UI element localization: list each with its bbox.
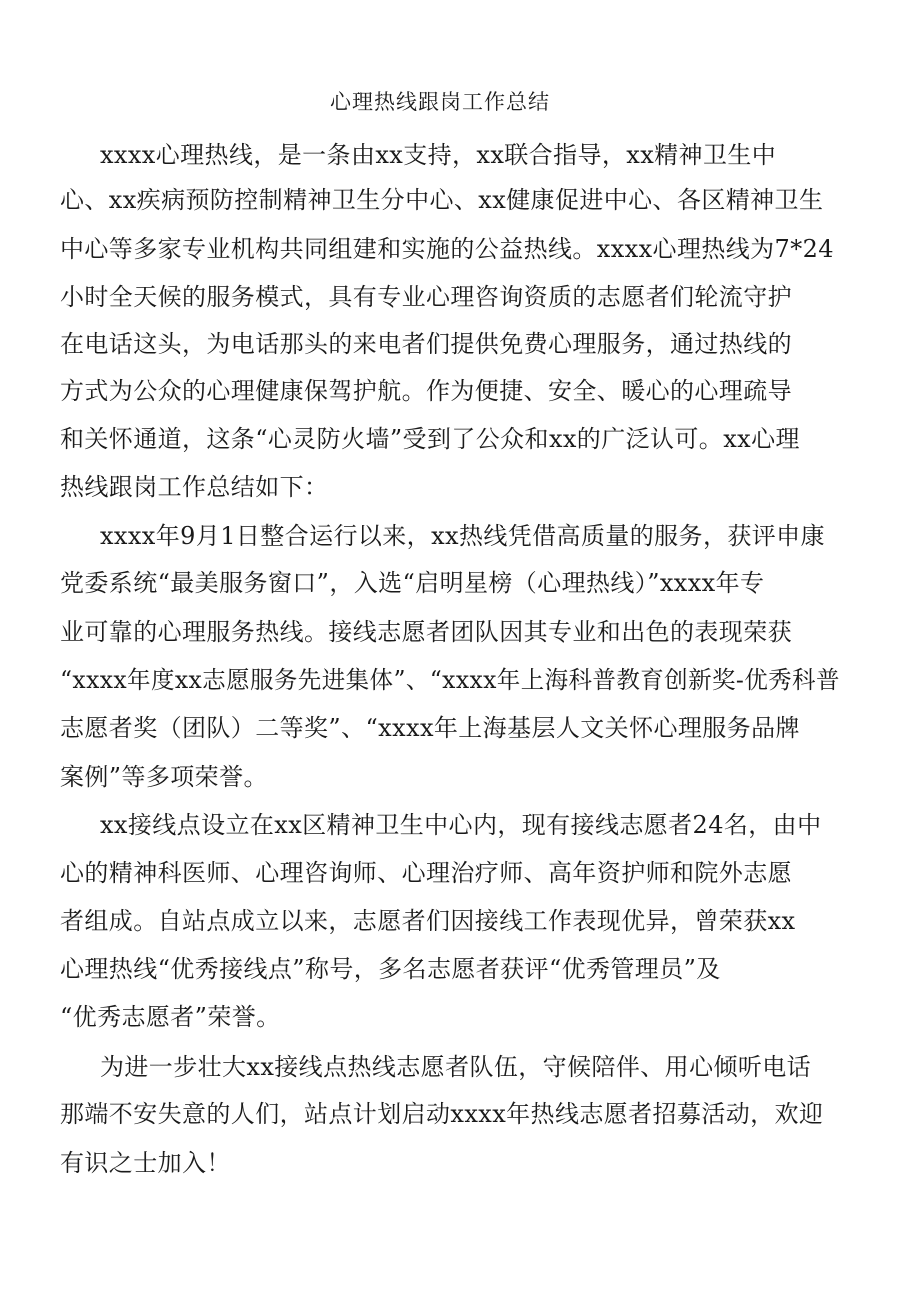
paragraph-3-line-1: xx接线点设立在xx区精神卫生中心内，现有接线志愿者24名，由中 bbox=[100, 811, 822, 839]
paragraph-4-line-2: 那端不安失意的人们，站点计划启动xxxx年热线志愿者招募活动，欢迎 bbox=[60, 1100, 824, 1128]
paragraph-1-line-5: 在电话这头，为电话那头的来电者们提供免费心理服务，通过热线的 bbox=[60, 330, 792, 358]
paragraph-1-line-7: 和关怀通道，这条“心灵防火墙”受到了公众和xx的广泛认可。xx心理 bbox=[60, 425, 800, 453]
paragraph-1-line-6: 方式为公众的心理健康保驾护航。作为便捷、安全、暖心的心理疏导 bbox=[60, 377, 792, 405]
paragraph-1-line-3: 中心等多家专业机构共同组建和实施的公益热线。xxxx心理热线为7*24 bbox=[60, 235, 834, 263]
paragraph-1-line-1: xxxx心理热线，是一条由xx支持，xx联合指导，xx精神卫生中 bbox=[100, 141, 777, 169]
paragraph-4-line-3: 有识之士加入！ bbox=[60, 1149, 231, 1177]
paragraph-2-line-2: 党委系统“最美服务窗口”，入选“启明星榜（心理热线）”xxxx年专 bbox=[60, 569, 765, 597]
paragraph-2-line-3: 业可靠的心理服务热线。接线志愿者团队因其专业和出色的表现荣获 bbox=[60, 618, 792, 646]
paragraph-4-line-1: 为进一步壮大xx接线点热线志愿者队伍，守候陪伴、用心倾听电话 bbox=[100, 1053, 812, 1081]
paragraph-1-line-4: 小时全天候的服务模式，具有专业心理咨询资质的志愿者们轮流守护 bbox=[60, 283, 792, 311]
paragraph-3-line-3: 者组成。自站点成立以来，志愿者们因接线工作表现优异，曾荣获xx bbox=[60, 907, 796, 935]
document-title: 心理热线跟岗工作总结 bbox=[330, 90, 550, 114]
paragraph-2-line-4: “xxxx年度xx志愿服务先进集体”、“xxxx年上海科普教育创新奖-优秀科普 bbox=[60, 666, 840, 694]
paragraph-1-line-8: 热线跟岗工作总结如下： bbox=[60, 473, 329, 501]
paragraph-3-line-4: 心理热线“优秀接线点”称号，多名志愿者获评“优秀管理员”及 bbox=[60, 955, 721, 983]
paragraph-2-line-5: 志愿者奖（团队）二等奖”、“xxxx年上海基层人文关怀心理服务品牌 bbox=[60, 714, 800, 742]
paragraph-3-line-2: 心的精神科医师、心理咨询师、心理治疗师、高年资护师和院外志愿 bbox=[60, 859, 792, 887]
paragraph-2-line-1: xxxx年9月1日整合运行以来，xx热线凭借高质量的服务，获评申康 bbox=[100, 522, 825, 550]
paragraph-1-line-2: 心、xx疾病预防控制精神卫生分中心、xx健康促进中心、各区精神卫生 bbox=[60, 186, 824, 214]
paragraph-3-line-5: “优秀志愿者”荣誉。 bbox=[60, 1003, 281, 1031]
paragraph-2-line-6: 案例”等多项荣誉。 bbox=[60, 763, 268, 791]
